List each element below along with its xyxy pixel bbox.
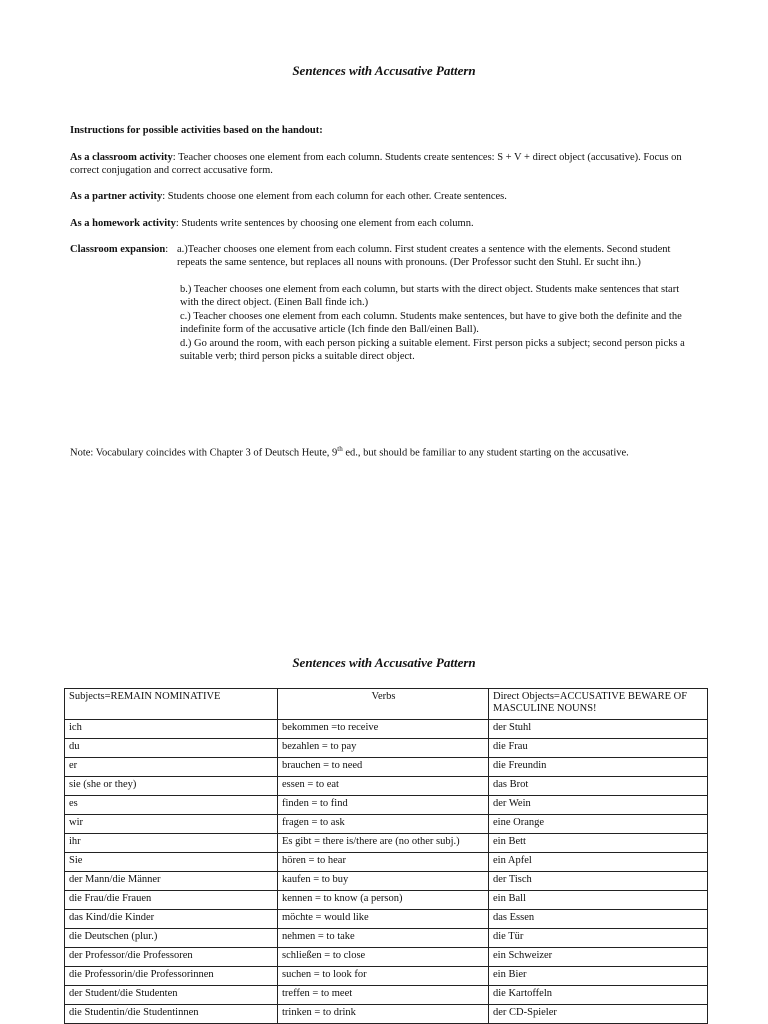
object-cell: die Tür (489, 929, 708, 948)
table-row (65, 910, 708, 929)
subject-cell: er (65, 758, 278, 777)
verb-cell: bezahlen = to pay (278, 739, 489, 758)
object-cell: die Frau (489, 739, 708, 758)
table-row (65, 929, 708, 948)
table-title: Sentences with Accusative Pattern (292, 655, 476, 670)
object-cell: ein Ball (489, 891, 708, 910)
object-cell: ein Apfel (489, 853, 708, 872)
table-row (65, 815, 708, 834)
vocabulary-note: Note: Vocabulary coincides with Chapter 3 of Deutsch Heute, 9th ed., but should be familiar to any student starting on the accusative. (70, 445, 629, 459)
verb-cell: essen = to eat (278, 777, 489, 796)
table-row (65, 834, 708, 853)
verb-cell: Es gibt = there is/there are (no other subj.) (278, 834, 489, 853)
verb-cell: bekommen =to receive (278, 720, 489, 739)
table-row (65, 739, 708, 758)
subject-cell: ihr (65, 834, 278, 853)
partner-activity-text: : Students choose one element from each column for each other. Create sentences. (162, 191, 507, 202)
expansion-item-c: c.) Teacher chooses one element from each column. Students make sentences, but have to give both the definite and the indefinite form of the accusative article (Ich finde den Ball/einen Ball). (180, 311, 682, 335)
verb-cell: möchte = would like (278, 910, 489, 929)
classroom-activity-label: As a classroom activity (70, 152, 173, 163)
object-cell: die Freundin (489, 758, 708, 777)
table-row (65, 796, 708, 815)
table-header-row (65, 689, 708, 720)
verb-cell: kaufen = to buy (278, 872, 489, 891)
verb-cell: schließen = to close (278, 948, 489, 967)
verb-cell: nehmen = to take (278, 929, 489, 948)
table-row (65, 948, 708, 967)
subject-cell: das Kind/die Kinder (65, 910, 278, 929)
homework-activity-label: As a homework activity (70, 218, 176, 229)
subject-cell: Sie (65, 853, 278, 872)
homework-activity (70, 217, 700, 230)
subject-cell: sie (she or they) (65, 777, 278, 796)
instructions-heading: Instructions for possible activities based on the handout: (70, 125, 323, 136)
object-cell: das Brot (489, 777, 708, 796)
object-cell: das Essen (489, 910, 708, 929)
subject-cell: es (65, 796, 278, 815)
table-row (65, 967, 708, 986)
partner-activity (70, 190, 700, 203)
table-row (65, 986, 708, 1005)
table-row (65, 1005, 708, 1024)
object-cell: ein Bett (489, 834, 708, 853)
table-row (65, 777, 708, 796)
verb-cell: trinken = to drink (278, 1005, 489, 1024)
table-row (65, 872, 708, 891)
page-title: Sentences with Accusative Pattern (292, 63, 476, 78)
object-cell: der Tisch (489, 872, 708, 891)
object-cell: die Kartoffeln (489, 986, 708, 1005)
subject-cell: der Student/die Studenten (65, 986, 278, 1005)
classroom-activity-text: : Teacher chooses one element from each column. Students create sentences: S + V + direct object (accusative). Focus on correct conjugation and correct accusative form. (70, 152, 682, 176)
object-cell: der CD-Spieler (489, 1005, 708, 1024)
expansion-item-d: d.) Go around the room, with each person picking a suitable element. First person picks a subject; second person picks a suitable verb; third person picks a suitable direct object. (180, 338, 685, 362)
object-cell: eine Orange (489, 815, 708, 834)
table-row (65, 720, 708, 739)
verb-cell: suchen = to look for (278, 967, 489, 986)
table-row (65, 758, 708, 777)
subject-cell: die Frau/die Frauen (65, 891, 278, 910)
header-direct-objects: Direct Objects=ACCUSATIVE BEWARE OF MASCULINE NOUNS! (489, 689, 708, 720)
header-subjects: Subjects=REMAIN NOMINATIVE (65, 689, 278, 720)
partner-activity-label: As a partner activity (70, 191, 163, 202)
subject-cell: der Professor/die Professoren (65, 948, 278, 967)
object-cell: der Stuhl (489, 720, 708, 739)
verb-cell: treffen = to meet (278, 986, 489, 1005)
expansion-item-b: b.) Teacher chooses one element from each column, but starts with the direct object. Students make sentences that start with the direct object. (Einen Ball finde ich.) (180, 284, 680, 308)
subject-cell: die Professorin/die Professorinnen (65, 967, 278, 986)
subject-cell: wir (65, 815, 278, 834)
verb-cell: hören = to hear (278, 853, 489, 872)
object-cell: ein Bier (489, 967, 708, 986)
classroom-expansion-label: Classroom expansion: (70, 244, 169, 255)
homework-activity-text: : Students write sentences by choosing one element from each column. (175, 218, 474, 229)
expansion-item-a: a.)Teacher chooses one element from each column. First student creates a sentence with the elements. Second student repeats the same sentence, but replaces all nouns with pronouns. (Der Professor sucht den Stuhl. Er sucht ihn.) (177, 244, 671, 268)
verb-cell: finden = to find (278, 796, 489, 815)
verb-cell: fragen = to ask (278, 815, 489, 834)
subject-cell: der Mann/die Männer (65, 872, 278, 891)
subject-cell: die Studentin/die Studentinnen (65, 1005, 278, 1024)
object-cell: ein Schweizer (489, 948, 708, 967)
subject-cell: die Deutschen (plur.) (65, 929, 278, 948)
table-row (65, 853, 708, 872)
verb-cell: brauchen = to need (278, 758, 489, 777)
classroom-activity (70, 151, 700, 177)
table-row (65, 891, 708, 910)
object-cell: der Wein (489, 796, 708, 815)
vocabulary-table (64, 688, 708, 1024)
subject-cell: ich (65, 720, 278, 739)
verb-cell: kennen = to know (a person) (278, 891, 489, 910)
subject-cell: du (65, 739, 278, 758)
header-verbs: Verbs (278, 689, 489, 720)
